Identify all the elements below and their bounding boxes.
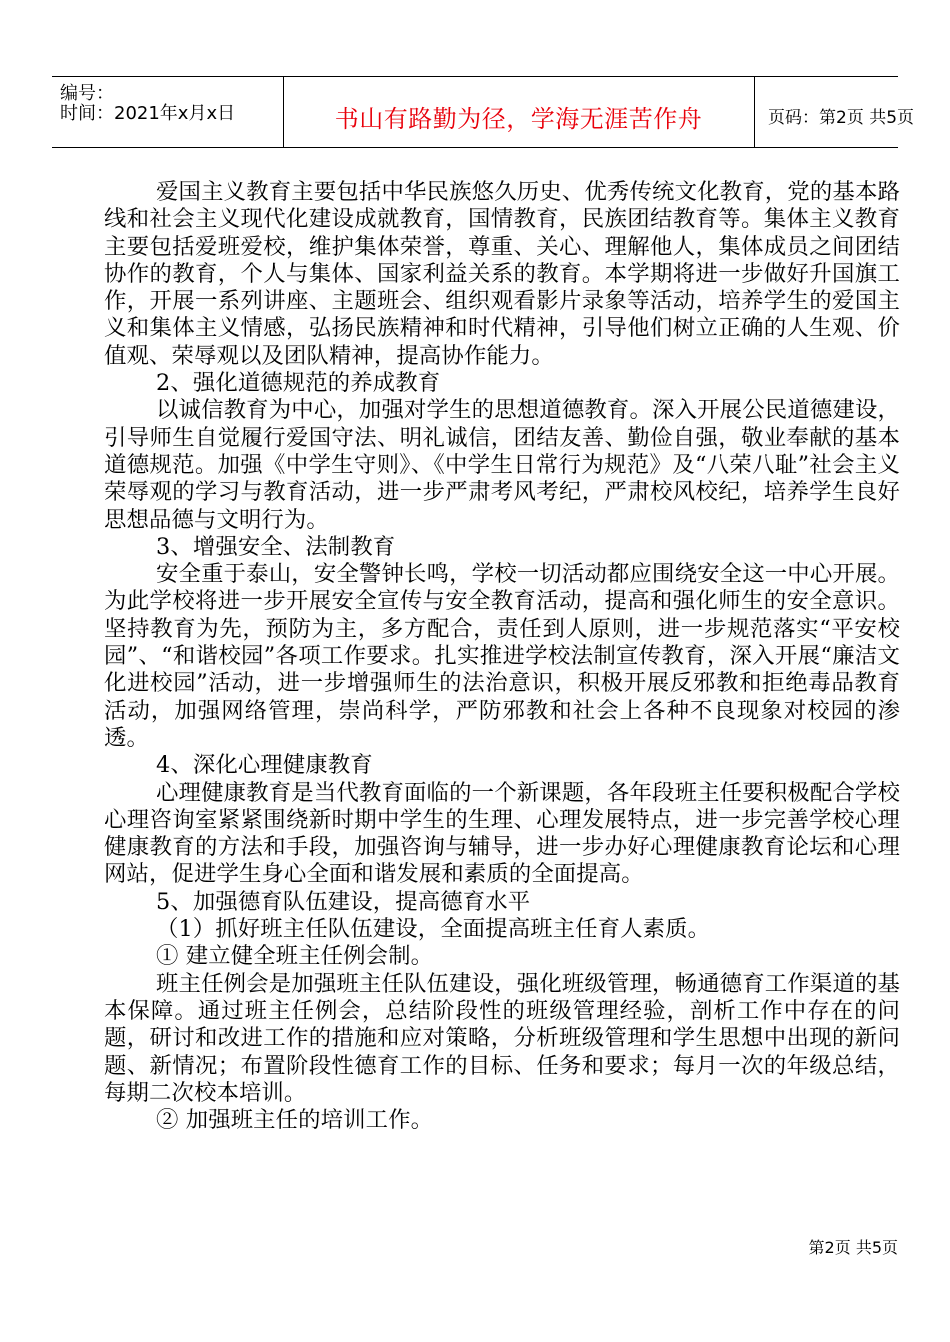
document-number-label: 编号： — [60, 83, 114, 104]
paragraph-patriotism-education: 爱国主义教育主要包括中华民族悠久历史、优秀传统文化教育，党的基本路线和社会主义现代化建设成就教育，国情教育，民族团结教育等。集体主义教育主要包括爱班爱校，维护集体荣誉，尊重、关心、理解他人，集体成员之间团结协作的教育，个人与集体、国家利益关系的教育。本学期将进一步做好升国旗工作，开展一系列讲座、主题班会、组织观看影片录象等活动，培养学生的爱国主义和集体主义情感，弘扬民族精神和时代精神，引导他们树立正确的人生观、价值观、荣辱观以及团队精神，提高协作能力。 — [104, 179, 900, 369]
header-motto: 书山有路勤为径，学海无涯苦作舟 — [334, 105, 703, 133]
header-page-number: 页码：第2页 共5页 — [768, 108, 915, 128]
document-time-label: 时间：2021年x月x日 — [60, 103, 236, 124]
heading-mental-health: 4、深化心理健康教育 — [156, 752, 373, 779]
paragraph-safety-law: 安全重于泰山，安全警钟长鸣，学校一切活动都应围绕安全这一中心开展。为此学校将进一步开展安全宣传与安全教育活动，提高和强化师生的安全意识。坚持教育为先，预防为主，多方配合，责任到人原则，进一步规范落实“平安校园”、“和谐校园”各项工作要求。扎实推进学校法制宣传教育，深入开展“廉洁文化进校园”活动，进一步增强师生的法治意识，积极开展反邪教和拒绝毒品教育活动，加强网络管理，崇尚科学，严防邪教和社会上各种不良现象对校园的渗透。 — [104, 561, 900, 751]
item-regular-meeting: ① 建立健全班主任例会制。 — [156, 943, 434, 970]
paragraph-mental-health: 心理健康教育是当代教育面临的一个新课题，各年段班主任要积极配合学校心理咨询室紧紧围绕新时期中学生的生理、心理发展特点，进一步完善学校心理健康教育的方法和手段，加强咨询与辅导，进一步办好心理健康教育论坛和心理网站，促进学生身心全面和谐发展和素质的全面提高。 — [104, 779, 900, 888]
paragraph-moral-norms: 以诚信教育为中心，加强对学生的思想道德教育。深入开展公民道德建设，引导师生自觉履行爱国守法、明礼诚信，团结友善、勤俭自强，敬业奉献的基本道德规范。加强《中学生守则》、《中学生日常行为规范》及“八荣八耻”社会主义荣辱观的学习与教育活动，进一步严肃考风考纪，严肃校风校纪，培养学生良好思想品德与文明行为。 — [104, 397, 900, 533]
header-page-cell — [754, 77, 915, 147]
heading-safety-law: 3、增强安全、法制教育 — [156, 533, 396, 560]
heading-moral-norms: 2、强化道德规范的养成教育 — [156, 370, 441, 397]
paragraph-regular-meeting: 班主任例会是加强班主任队伍建设，强化班级管理，畅通德育工作渠道的基本保障。通过班主任例会，总结阶段性的班级管理经验，剖析工作中存在的问题，研讨和改进工作的措施和应对策略，分析班级管理和学生思想中出现的新问题、新情况；布置阶段性德育工作的目标、任务和要求；每月一次的年级总结，每期二次校本培训。 — [104, 970, 900, 1106]
document-header — [52, 76, 915, 148]
header-motto-cell — [283, 77, 755, 147]
heading-moral-team: 5、加强德育队伍建设，提高德育水平 — [156, 888, 531, 915]
page-footer-number: 第2页 共5页 — [808, 1238, 898, 1257]
header-meta-cell — [52, 77, 284, 147]
item-teacher-training: ② 加强班主任的培训工作。 — [156, 1107, 434, 1134]
document-body — [104, 179, 900, 1134]
subheading-class-teacher-team: （1）抓好班主任队伍建设，全面提高班主任育人素质。 — [156, 916, 711, 943]
